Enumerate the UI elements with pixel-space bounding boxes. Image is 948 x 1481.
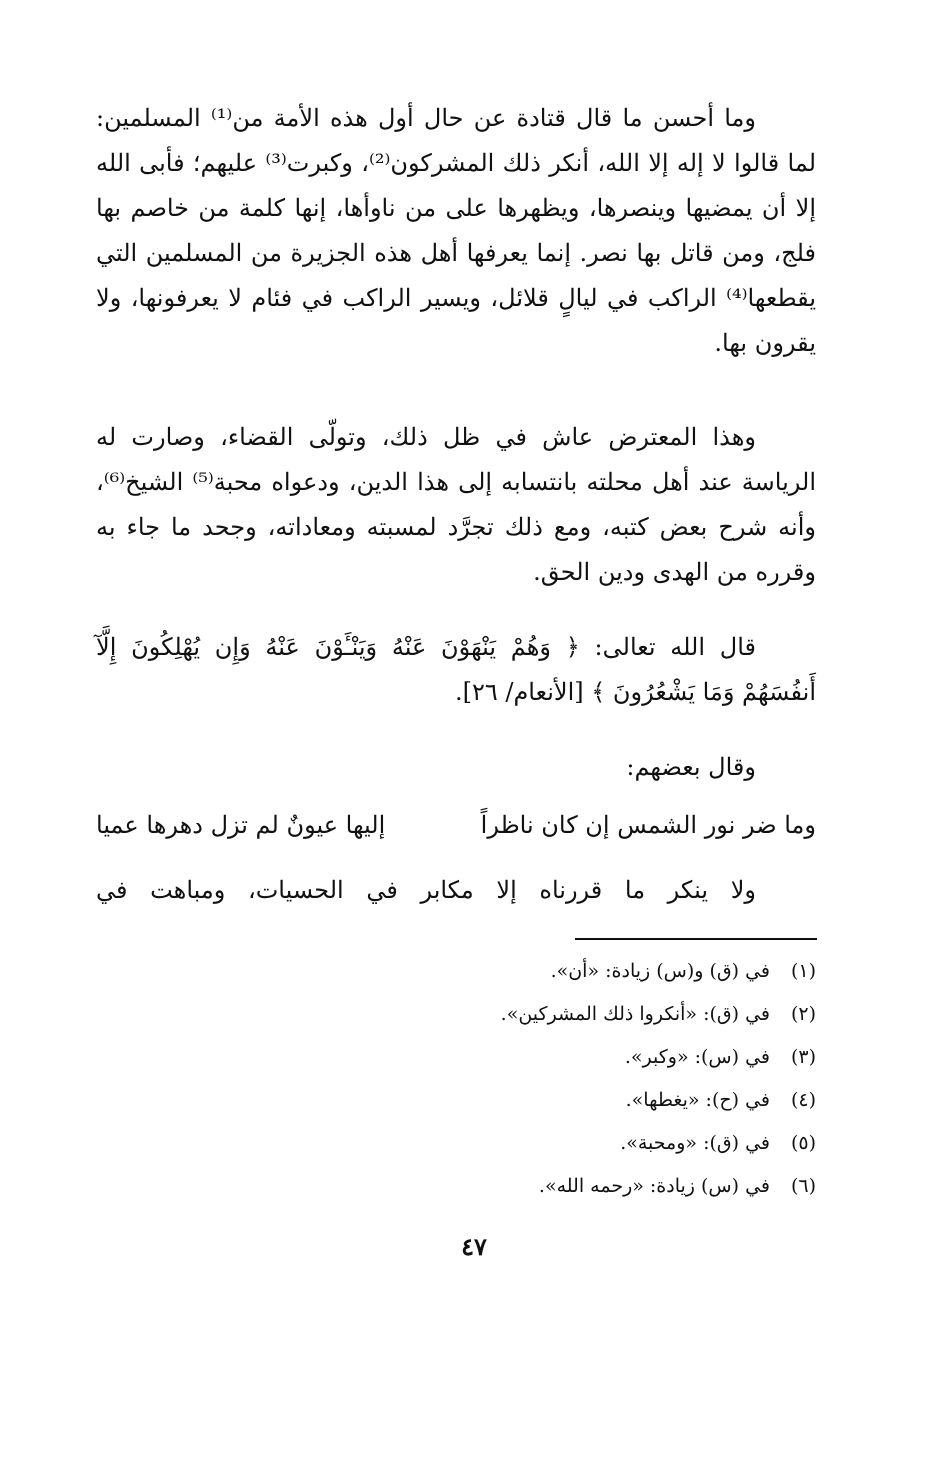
verse-second-hemistich: إليها عيونٌ لم تزل دهرها عميا <box>96 811 386 839</box>
footnote-item <box>96 1036 816 1079</box>
paragraph-objector <box>96 415 816 595</box>
footnote-number: (١) <box>790 960 816 982</box>
paragraph-text: ولا ينكر ما قررناه إلا مكابر في الحسيات، ومباهت في <box>96 876 756 904</box>
footnote-text: في (س) زيادة: «رحمه الله». <box>538 1175 770 1197</box>
page-number: ٤٧ <box>461 1232 487 1261</box>
footnote-divider <box>575 938 817 940</box>
footnote-item <box>96 1122 816 1165</box>
paragraph-poem-intro <box>96 745 816 790</box>
poem-verse <box>96 803 816 848</box>
paragraph-continuation <box>96 868 816 913</box>
verse-first-hemistich: وما ضر نور الشمس إن كان ناظراً <box>480 811 816 839</box>
footnotes-list <box>96 950 816 1208</box>
footnote-text: في (ح): «يغطها». <box>625 1089 770 1111</box>
footnote-item <box>96 1079 816 1122</box>
paragraph-text: قال الله تعالى: ﴿ وَهُمْ يَنْهَوْنَ عَنْهُ وَيَنْـَٔوْنَ عَنْهُ وَإِن يُهْلِكُونَ إِلَّآ أَنفُسَهُمْ وَمَا يَشْعُرُونَ ﴾ [الأنعام/ ٢٦]. <box>96 633 816 706</box>
paragraph-quran-verse <box>96 625 816 715</box>
paragraph-text: وهذا المعترض عاش في ظل ذلك، وتولّى القضاء، وصارت له الرياسة عند أهل محلته بانتسابه إلى هذا الدين، ودعواه محبة⁽⁵⁾ الشيخ⁽⁶⁾، وأنه شرح بعض كتبه، ومع ذلك تجرَّد لمسبته ومعاداته، وجحد ما جاء به وقرره من الهدى ودين الحق. <box>96 423 816 586</box>
footnote-text: في (ق): «أنكروا ذلك المشركين». <box>500 1003 770 1025</box>
footnote-text: في (ق) و(س) زيادة: «أن». <box>550 960 770 982</box>
footnote-item <box>96 950 816 993</box>
footnote-item <box>96 993 816 1036</box>
footnote-text: في (س): «وكبر». <box>624 1046 770 1068</box>
paragraph-text: وما أحسن ما قال قتادة عن حال أول هذه الأمة من⁽¹⁾ المسلمين: لما قالوا لا إله إلا الله، أنكر ذلك المشركون⁽²⁾، وكبرت⁽³⁾ عليهم؛ فأبى الله إلا أن يمضيها وينصرها، ويظهرها على من ناوأها، إنها كلمة من خاصم بها فلج، ومن قاتل بها نصر. إنما يعرفها أهل هذه الجزيرة من المسلمين التي يقطعها⁽⁴⁾ الراكب في ليالٍ قلائل، ويسير الراكب في فئام لا يعرفونها، ولا يقرون بها. <box>96 104 817 357</box>
footnote-item <box>96 1165 816 1208</box>
footnote-number: (٣) <box>790 1046 816 1068</box>
paragraph-text: وقال بعضهم: <box>626 753 756 781</box>
footnote-number: (٤) <box>790 1089 816 1111</box>
footnote-text: في (ق): «ومحبة». <box>620 1132 770 1154</box>
footnote-number: (٦) <box>790 1175 816 1197</box>
paragraph-qatada-quote <box>96 96 816 366</box>
footnote-number: (٢) <box>790 1003 816 1025</box>
footnote-number: (٥) <box>790 1132 816 1154</box>
